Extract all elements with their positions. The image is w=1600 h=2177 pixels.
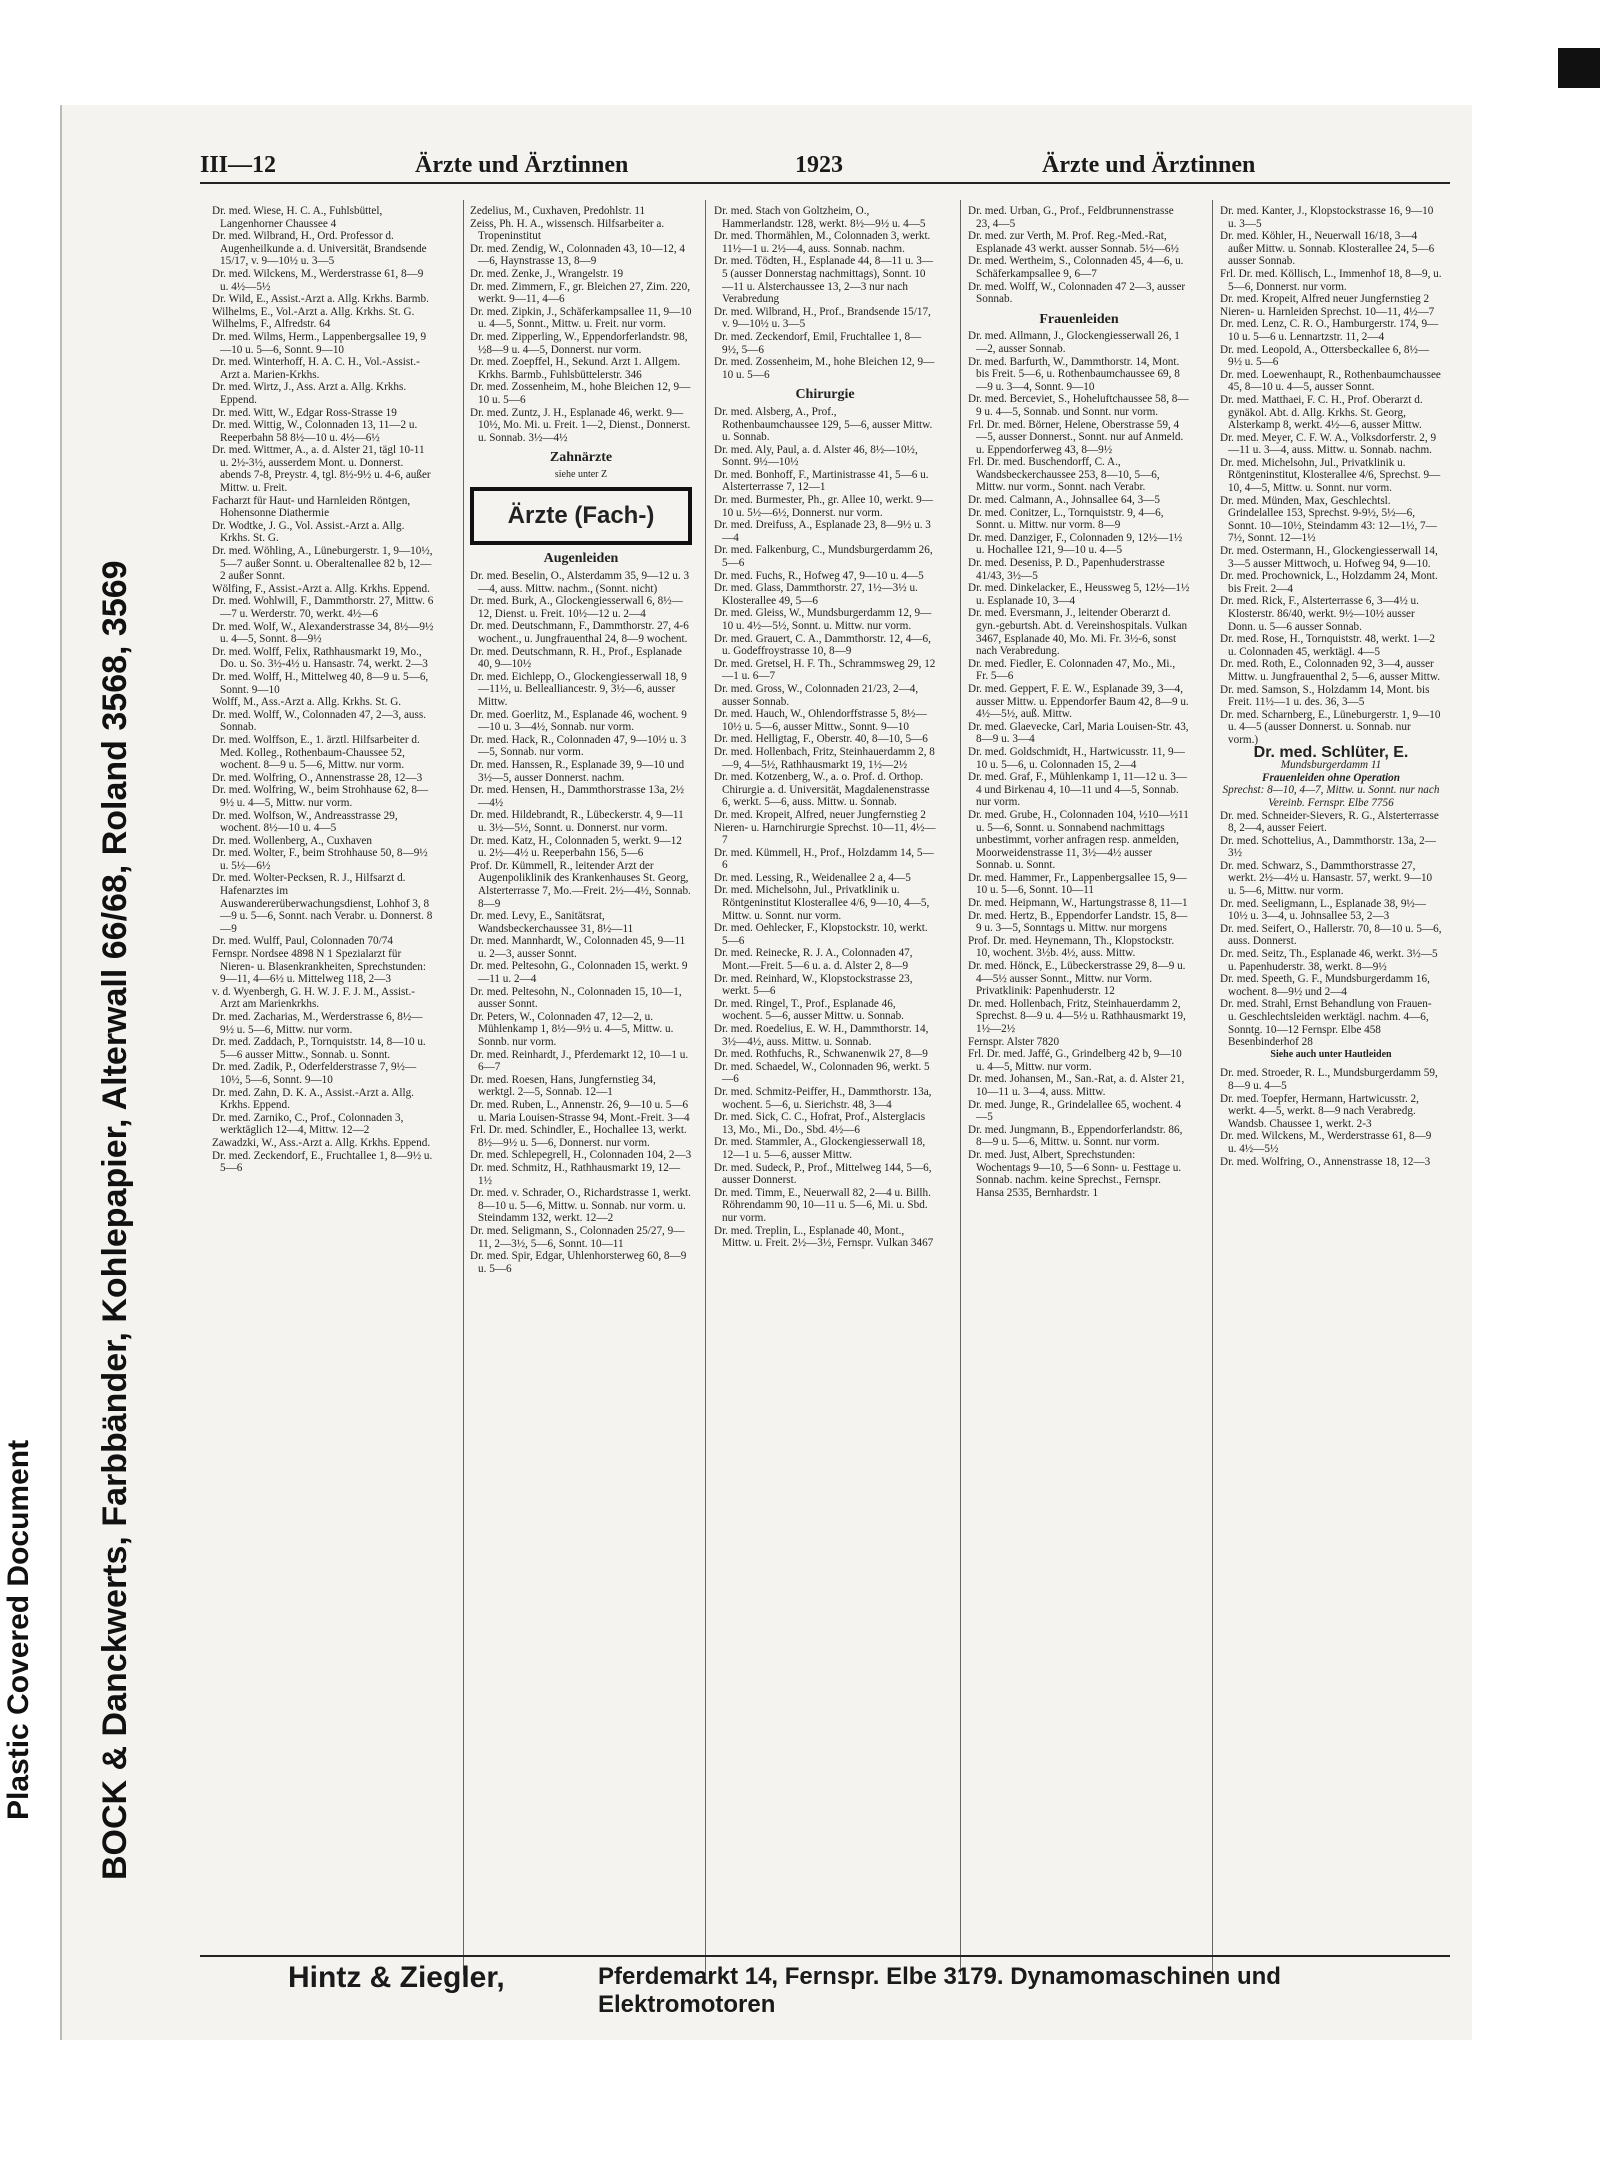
directory-entry: Dr. med. v. Schrader, O., Richardstrasse 1, werkt. 8—10 u. 5—6, Mittw. u. Sonnab. nur vorm. u. Steindamm 132, werkt. 12—2 [470,1187,691,1225]
directory-entry: Dr. med. Tödten, H., Esplanade 44, 8—11 u. 3—5 (ausser Donnerstag nachmittags), Sonnt. 10—11 u. Alsterchaussee 13, 2—3 nur nach Verabredung [714,255,934,306]
directory-entry: Dr. med. Wilckens, M., Werderstrasse 61, 8—9 u. 4½—5½ [1220,1130,1432,1155]
featured-listing-hours: Sprechst: 8—10, 4—7, Mittw. u. Sonnt. nur nach Vereinb. Fernspr. Elbe 7756 [1222,784,1440,809]
directory-entry: Zeiss, Ph. H. A., wissensch. Hilfsarbeiter a. Tropeninstitut [470,217,665,243]
directory-entry: Zedelius, M., Cuxhaven, Predohlstr. 11 [470,205,646,217]
page-header [200,150,1450,184]
directory-entry: Dr. med. Fiedler, E. Colonnaden 47, Mo., Mi., Fr. 5—6 [968,657,1176,683]
directory-entry: Dr. med. Michelsohn, Jul., Privatklinik u. Röntgeninstitut, Klosterallee 4/6, Sprechst. 9—10, 4—5, Mittw. u. Sonnt. nur vorm. [1220,456,1441,495]
directory-entry: Dr. med. Oehlecker, F., Klopstockstr. 10, werkt. 5—6 [714,922,928,947]
section-heading: Chirurgie [795,387,855,403]
directory-entry: Dr. med. Wollenberg, A., Cuxhaven [212,834,372,847]
directory-entry: Dr. med. Hollenbach, Fritz, Steinhauerdamm 2, 8—9, 4—5½, Rathhausmarkt 19, 1½—2½ [714,745,935,771]
directory-entry: Frl. Dr. med. Schindler, E., Hochallee 13, werkt. 8½—9½ u. 5—6, Donnerst. nur vorm. [470,1124,687,1149]
directory-entry: Dr. Wild, E., Assist.-Arzt a. Allg. Krkhs. Barmb. [212,293,429,306]
column-rule [463,200,464,1975]
directory-entry: Dr. med. Falkenburg, C., Mundsburgerdamm 26, 5—6 [714,544,933,570]
directory-entry: Dr. med. Wilms, Herm., Lappenbergsallee 19, 9—10 u. 5—6, Sonnt. 9—10 [212,330,427,356]
directory-entry: Dr. med. Wirtz, J., Ass. Arzt a. Allg. Krkhs. Eppend. [212,381,407,406]
footer-text: Pferdemarkt 14, Fernspr. Elbe 3179. Dynamomaschinen und Elektromotoren [598,1963,1281,2018]
directory-entry: Dr. med. Schwarz, S., Dammthorstrasse 27, werkt. 2½—4½ u. Hansastr. 57, werkt. 9—10 u. 5—6, Mittw. nur vorm. [1220,859,1433,898]
directory-entry: Dr. med. Katz, H., Colonnaden 5, werkt. 9—12 u. 2½—4½ u. Reeperbahn 156, 5—6 [470,834,682,860]
directory-entry: Fernspr. Alster 7820 [968,1035,1060,1048]
section-subheading: siehe unter Z [554,468,608,480]
directory-entry: Dr. med. Leopold, A., Ottersbeckallee 6, 8½—9½ u. 5—6 [1220,343,1430,369]
directory-entry: Dr. med. Wolff, Felix, Rathhausmarkt 19, Mo., Do. u. So. 3½-4½ u. Hansastr. 74, werkt. 2—3 [212,645,428,671]
directory-entry: Dr. med. Zendig, W., Colonnaden 43, 10—12, 4—6, Haynstrasse 13, 8—9 [470,242,686,268]
directory-entry: Dr. med. Aly, Paul, a. d. Alster 46, 8½—10½, Sonnt. 9½—10½ [714,443,918,469]
directory-entry: Dr. med. Lenz, C. R. O., Hamburgerstr. 174, 9—10 u. 5—6 u. Lennartzstr. 11, 2—4 [1220,318,1439,343]
directory-entry: Dr. med. Wertheim, S., Colonnaden 45, 4—6, u. Schäferkampsallee 9, 6—7 [968,255,1184,280]
directory-entry: Dr. med. Bonhoff, F., Martinistrasse 41, 5—6 u. Alsterterrasse 7, 12—1 [714,468,929,494]
directory-entry: Dr. med. Goerlitz, M., Esplanade 46, wochent. 9—10 u. 3—4½, Sonnab. nur vorm. [470,708,687,734]
directory-entry: Dr. med. Strahl, Ernst Behandlung von Frauen- u. Geschlechtsleiden werktägl. nachm. 4—6, Sonntg. 10—12 Fernspr. Elbe 458 Besenbinderhof 28 [1220,998,1432,1049]
directory-entry: Dr. med. Zossenheim, M., hohe Bleichen 12, 9—10 u. 5—6 [470,381,691,406]
directory-entry: Dr. med. Schmitz, H., Rathhausmarkt 19, 12—1½ [470,1161,681,1187]
box-heading-fachaerzte: Ärzte (Fach-) [470,487,692,545]
featured-listing-specialty: Frauenleiden ohne Operation [1262,771,1400,784]
directory-entry: Dr. med. Münden, Max, Geschlechtsl. Grindelallee 153, Sprechst. 9-9½, 5½—6, Sonnt. 10—10½, Steindamm 43: 12—1½, 7—7½, Sonnt. 12—1½ [1220,494,1437,545]
directory-entry: Dr. med. Zossenheim, M., hohe Bleichen 12, 9—10 u. 5—6 [714,356,935,381]
directory-entry: Prof. Dr. med. Heynemann, Th., Klopstockstr. 10, wochent. 3½b. 4½, auss. Mittw. [968,934,1175,960]
directory-entry: Dr. med. Eichlepp, O., Glockengiesserwall 18, 9—11½, u. Bellealliancestr. 9, 3½—6, ausser Mittw. [470,670,687,708]
directory-entry: Wolff, M., Ass.-Arzt a. Allg. Krkhs. St. G. [212,696,402,709]
directory-entry: Dr. med. Junge, R., Grindelallee 65, wochent. 4—5 [968,1098,1182,1124]
directory-entry: Dr. med. Zenke, J., Wrangelstr. 19 [470,267,624,280]
directory-entry: Dr. med. Ringel, T., Prof., Esplanade 46, wochent. 5—6, ausser Mittw. u. Sonnab. [714,997,904,1023]
directory-entry: Dr. med. Speeth, G. F., Mundsburgerdamm 16, wochent. 8—9½ und 2—4 [1220,973,1430,998]
directory-entry: Dr. med. Deutschmann, R. H., Prof., Esplanade 40, 9—10½ [470,645,682,671]
directory-entry: Dr. med. Hertz, B., Eppendorfer Landstr. 15, 8—9 u. 3—5, Sonntags u. Mittw. nur morgens [968,909,1188,935]
directory-entry: Dr. med. Hauch, W., Ohlendorffstrasse 5, 8½—10½ u. 5—6, ausser Mittw., Sonnt. 9—10 [714,708,927,733]
directory-entry: Dr. med. Hammer, Fr., Lappenbergsallee 15, 9—10 u. 5—6, Sonnt. 10—11 [968,871,1187,897]
directory-entry: Dr. med. Helligtag, F., Oberstr. 40, 8—10, 5—6 [714,733,928,746]
directory-entry: Dr. med. Wöhling, A., Lüneburgerstr. 1, 9—10½, 5—7 außer Sonnt. u. Oberaltenallee 82 b, 12—2 außer Sonnt. [212,545,433,583]
column-rule [960,200,961,1975]
directory-entry: Dr. med. Jungmann, B., Eppendorferlandstr. 86, 8—9 u. 5—6, Mittw. u. Sonnt. nur vorm. [968,1123,1183,1149]
scan-margin [0,0,40,2177]
directory-entry: Dr. med. Graf, F., Mühlenkamp 1, 11—12 u. 3—4 und Birkenau 4, 10—11 und 4—5, Sonnab. nur vorm. [968,771,1187,809]
column-1 [212,205,434,1950]
directory-entry: Dr. med. Wolfring, O., Annenstrasse 28, 12—3 [212,771,423,784]
header-year: 1923 [795,152,843,178]
directory-entry: Dr. Peters, W., Colonnaden 47, 12—2, u. Mühlenkamp 1, 8½—9½ u. 4—5, Mittw. u. Sonnb. nur vorm. [470,1010,674,1049]
directory-entry: Dr. med. Zacharias, M., Werderstrasse 6, 8½—9½ u. 5—6, Mittw. nur vorm. [212,1011,423,1036]
directory-entry: Dr. med. Zuntz, J. H., Esplanade 46, werkt. 9—10½, Mo. Mi. u. Freit. 1—2, Dienst., Donnerst. u. Sonnab. 3½—4½ [470,406,691,444]
column-4 [968,205,1190,1950]
directory-entry: Dr. med. Beselin, O., Alsterdamm 35, 9—12 u. 3—4, auss. Mittw. nachm., (Sonnt. nicht) [470,570,690,595]
directory-entry: Dr. med. Kropeit, Alfred neuer Jungfernstieg 2 [1220,293,1430,306]
directory-entry: Dr. med. Wilbrand, H., Ord. Professor d. Augenheilkunde a. d. Universität, Brandsende 15/17, v. 9—10½ u. 3—5 [212,230,427,268]
directory-entry: Dr. med. Fuchs, R., Hofweg 47, 9—10 u. 4—5 [714,569,924,582]
directory-entry: Prof. Dr. Kümmell, R., leitender Arzt der Augenpoliklinik des Krankenhauses St. Georg, Alsterterrasse 7, Mo.—Freit. 2½—4½, Sonnab. 8—9 [470,859,691,910]
binder-tab [1558,48,1600,88]
featured-listing-address: Mundsburgerdamm 11 [1280,759,1382,772]
directory-entry: Dr. Wodtke, J. G., Vol. Assist.-Arzt a. Allg. Krkhs. St. G. [212,519,405,545]
directory-entry: Dr. med. Zimmern, F., gr. Bleichen 27, Zim. 220, werkt. 9—11, 4—6 [470,280,691,306]
directory-entry: Dr. med. Grube, H., Colonnaden 104, ½10—½11 u. 5—6, Sonnt. u. Sonnabend nachmittags unbestimmt, vorher anfragen resp. anmelden, Moorweidenstrasse 11, 3½—4½ ausser Sonnab. u. Sonnt. [968,808,1189,872]
directory-entry: Dr. med. Seifert, O., Hallerstr. 70, 8—10 u. 5—6, auss. Donnerst. [1220,922,1442,948]
directory-entry: Dr. med. Reinhard, W., Klopstockstrasse 23, werkt. 5—6 [714,972,913,998]
directory-entry: Dr. med. Zipperling, W., Eppendorferlandstr. 98, ½8—9 u. 4—5, Donnerst. nur vorm. [470,330,688,356]
cross-reference: Siehe auch unter Hautleiden [1270,1048,1392,1060]
column-rule [1212,200,1213,1975]
directory-entry: Dr. med. Ostermann, H., Glockengiesserwall 14, 3—5 ausser Mittwoch, u. Hofweg 94, 9—10. [1220,545,1438,570]
directory-entry: Dr. med. Winterhoff, H. A. C. H., Vol.-Assist.-Arzt a. Marien-Krkhs. [212,356,420,381]
directory-entry: Dr. med. Sick, C. C., Hofrat, Prof., Alsterglacis 13, Mo., Mi., Do., Sbd. 4½—6 [714,1111,926,1136]
section-heading: Augenleiden [543,551,619,567]
directory-entry: Dr. med. Burmester, Ph., gr. Allee 10, werkt. 9—10 u. 5½—6½, Donnerst. nur vorm. [714,494,933,519]
directory-entry: Dr. med. Dinkelacker, E., Heussweg 5, 12½—1½ u. Esplanade 10, 3—4 [968,582,1190,607]
directory-entry: Dr. med. Geppert, F. E. W., Esplanade 39, 3—4, ausser Mittw. u. Eppendorfer Baum 42, 8—9 u. 4½—5½, auß. Mittw. [968,682,1189,721]
column-rule [705,200,706,1975]
directory-entry: Dr. med. Hildebrandt, R., Lübeckerstr. 4, 9—11 u. 3½—5½, Sonnt. u. Donnerst. nur vorm. [470,809,684,834]
directory-entry: Dr. med. Roedelius, E. W. H., Dammthorstr. 14, 3½—4½, auss. Mittw. u. Sonnab. [714,1023,929,1048]
directory-entry: Dr. med. Prochownick, L., Holzdamm 24, Mont. bis Freit. 2—4 [1220,570,1438,595]
directory-entry: Dr. med. Hack, R., Colonnaden 47, 9—10½ u. 3—5, Sonnab. nur vorm. [470,733,687,759]
directory-entry: Dr. med. Wiese, H. C. A., Fuhlsbüttel, Langenhorner Chaussee 4 [212,205,383,230]
featured-listing-name: Dr. med. Schlüter, E. [1253,743,1409,761]
directory-entry: v. d. Wyenbergh, G. H. W. J. F. J. M., Assist.-Arzt am Marienkrkhs. [212,985,416,1011]
directory-entry: Dr. med. Berceviet, S., Hoheluftchaussee 58, 8—9 u. 4—5, Sonnab. und Sonnt. nur vorm. [968,393,1189,418]
directory-entry: Dr. med. Toepfer, Hermann, Hartwicusstr. 2, werkt. 4—5, werkt. 8—9 nach Verabredg. Wandsb. Chaussee 1, werkt. 2-3 [1220,1092,1419,1130]
directory-entry: Dr. med. Wolffson, E., 1. ärztl. Hilfsarbeiter d. Med. Kolleg., Rothenbaum-Chaussee 52, wochent. 8—9 u. 5—6, Mittw. nur vorm. [212,733,420,772]
directory-entry: Dr. med. Calmann, A., Johnsallee 64, 3—5 [968,494,1161,507]
directory-entry: Dr. med. Stach von Goltzheim, O., Hammerlandstr. 128, werkt. 8½—9½ u. 4—5 [714,205,926,230]
directory-entry: Fernspr. Nordsee 4898 N 1 Spezialarzt für Nieren- u. Blasenkrankheiten, Sprechstunden: 9—11, 4—6½ u. Mittelweg 118, 2—3 [212,948,426,986]
directory-entry: Dr. med. Johansen, M., San.-Rat, a. d. Alster 21, 10—11 u. 3—4, auss. Mittw. [968,1073,1185,1098]
directory-entry: Dr. med. Roth, E., Colonnaden 92, 3—4, ausser Mittw. u. Jungfrauenthal 2, 5—6, ausser Mittw. [1220,658,1441,683]
directory-entry: Dr. med. Zipkin, J., Schäferkampsallee 11, 9—10 u. 4—5, Sonnt., Mittw. u. Freit. nur vorm. [470,305,692,331]
directory-entry: Dr. med. Wolff, W., Colonnaden 47 2—3, ausser Sonnab. [968,280,1186,306]
directory-entry: Dr. med. Sudeck, P., Prof., Mittelweg 144, 5—6, ausser Donnerst. [714,1161,932,1187]
directory-entry: Dr. med. Stroeder, R. L., Mundsburgerdamm 59, 8—9 u. 4—5 [1220,1067,1438,1092]
directory-entry: Dr. med. Gretsel, H. F. Th., Schrammsweg 29, 12—1 u. 6—7 [714,657,936,683]
directory-entry: Dr. med. Reinecke, R. J. A., Colonnaden 47, Mont.—Freit. 5—6 u. a. d. Alster 2, 8—9 [714,947,913,973]
directory-entry: Dr. med. Wolff, W., Colonnaden 47, 2—3, auss. Sonnab. [212,708,427,734]
directory-entry: Dr. med. Reinhardt, J., Pferdemarkt 12, 10—1 u. 6—7 [470,1048,689,1074]
directory-entry: Dr. med. Thormählen, M., Colonnaden 3, werkt. 11½—1 u. 2½—4, auss. Sonnab. nachm. [714,230,931,255]
footer-firm: Hintz & Ziegler, [288,1961,505,1994]
directory-entry: Dr. med. Scharnberg, E., Lüneburgerstr. 1, 9—10 u. 4—5 (ausser Donnerst. u. Sonnab. nur vorm.) [1220,708,1441,746]
directory-entry: Dr. med. Ruben, L., Annenstr. 26, 9—10 u. 5—6 u. Maria Louisen-Strasse 94, Mont.-Freit. 3—4 [470,1099,690,1124]
directory-entry: Dr. med. Witt, W., Edgar Ross-Strasse 19 [212,406,397,419]
directory-entry: Dr. med. Meyer, C. F. W. A., Volksdorferstr. 2, 9—11 u. 3—4, auss. Mittw. u. Sonnab. nachm. [1220,431,1437,457]
directory-entry: Dr. med. Wolf, W., Alexanderstrasse 34, 8½—9½ u. 4—5, Sonnt. 8—9½ [212,620,434,646]
directory-entry: Dr. med. Peltesohn, G., Colonnaden 15, werkt. 9—11 u. 2—4 [470,960,688,986]
directory-entry: Dr. med. Schaedel, W., Colonnaden 96, werkt. 5—6 [714,1060,930,1086]
directory-entry: Wölfing, F., Assist.-Arzt a. Allg. Krkhs. Eppend. [212,582,430,595]
directory-entry: Wilhelms, E., Vol.-Arzt a. Allg. Krkhs. St. G. [212,305,415,318]
directory-entry: Dr. med. Schneider-Sievers, R. G., Alsterterrasse 8, 2—4, ausser Feiert. [1220,809,1439,835]
directory-entry: Dr. med. Grauert, C. A., Dammthorstr. 12, 4—6, u. Godeffroystrasse 10, 8—9 [714,632,931,658]
directory-entry: Dr. med. Dreifuss, A., Esplanade 23, 8—9½ u. 3—4 [714,519,931,544]
directory-entry: Dr. med. Rose, H., Tornquiststr. 48, werkt. 1—2 u. Colonnaden 45, werktägl. 4—5 [1220,633,1435,658]
directory-entry: Nieren- u. Harnchirurgie Sprechst. 10—11, 4½—7 [714,821,936,847]
directory-entry: Dr. med. Burk, A., Glockengiesserwall 6, 8½—12, Dienst. u. Freit. 10½—12 u. 2—4 [470,595,683,620]
directory-entry: Dr. med. Schmitz-Peiffer, H., Dammthorstr. 13a, wochent. 5—6, u. Sierichstr. 48, 3—4 [714,1085,932,1111]
directory-entry: Dr. med. Samson, S., Holzdamm 14, Mont. bis Freit. 11½—1 u. des. 36, 3—5 [1220,683,1430,709]
directory-entry: Dr. med. Barfurth, W., Dammthorstr. 14, Mont. bis Freit. 5—6, u. Rothenbaumchaussee 69, 8—9 u. 3—4, Sonnt. 9—10 [968,355,1180,393]
directory-entry: Dr. med. Spir, Edgar, Uhlenhorsterweg 60, 8—9 u. 5—6 [470,1250,687,1275]
directory-entry: Dr. med. Danziger, F., Colonnaden 9, 12½—1½ u. Hochallee 121, 9—10 u. 4—5 [968,531,1183,557]
document-side-label: Plastic Covered Document [2,1439,35,1820]
directory-entry: Dr. med. Rothfuchs, R., Schwanenwik 27, 8—9 [714,1048,928,1061]
directory-entry: Dr. med. Lessing, R., Weidenallee 2 a, 4—5 [714,871,911,884]
directory-entry: Dr. med. Allmann, J., Glockengiesserwall 26, 1—2, ausser Sonnab. [968,330,1180,355]
directory-entry: Dr. med. Heipmann, W., Hartungstrasse 8, 11—1 [968,897,1188,910]
directory-entry: Dr. med. Glass, Dammthorstr. 27, 1½—3½ u. Klosterallee 49, 5—6 [714,582,918,607]
section-heading: Frauenleiden [1039,311,1119,327]
directory-entry: Dr. med. Zarniko, C., Prof., Colonnaden 3, werktäglich 12—4, Mittw. 12—2 [212,1111,404,1137]
directory-entry: Dr. med. Timm, E., Neuerwall 82, 2—4 u. Billh. Röhrendamm 90, 10—11 u. 5—6, Mi. u. Sbd. nur vorm. [714,1186,931,1224]
directory-entry: Dr. med. Wilckens, M., Werderstrasse 61, 8—9 u. 4½—5½ [212,267,424,293]
directory-entry: Dr. med. Glaevecke, Carl, Maria Louisen-Str. 43, 8—9 u. 3—4 [968,720,1189,746]
directory-entry: Dr. med. Wolff, H., Mittelweg 40, 8—9 u. 5—6, Sonnt. 9—10 [212,670,429,696]
directory-entry: Dr. med. Zadik, P., Oderfelderstrasse 7, 9½—10½, 5—6, Sonnt. 9—10 [212,1061,417,1086]
directory-entry: Dr. med. Wohlwill, F., Dammthorstr. 27, Mittw. 6—7 u. Werderstr. 70, werkt. 4½—6 [212,595,434,620]
directory-entry: Dr. med. zur Verth, M. Prof. Reg.-Med.-Rat, Esplanade 43 werkt. ausser Sonnab. 5½—6½ [968,230,1179,255]
directory-entry: Dr. med. Wolfson, W., Andreasstrasse 29, wochent. 8½—10 u. 4—5 [212,809,398,835]
directory-entry: Dr. med. Kanter, J., Klopstockstrasse 16, 9—10 u. 3—5 [1220,205,1434,230]
directory-entry: Dr. med. Deutschmann, F., Dammthorstr. 27, 4-6 wochent., u. Jungfrauenthal 24, 8—9 wochent. [470,620,689,646]
directory-entry: Dr. med. Schottelius, A., Dammthorstr. 13a, 2—3½ [1220,834,1436,860]
directory-entry: Dr. med. Wulff, Paul, Colonnaden 70/74 [212,935,393,948]
directory-entry: Dr. med. Peltesohn, N., Colonnaden 15, 10—1, ausser Sonnt. [470,985,682,1011]
directory-entry: Dr. med. Matthaei, F. C. H., Prof. Oberarzt d. gynäkol. Abt. d. Allg. Krkhs. St. Georg, Alsterkamp 8, werkt. 4½—6, ausser Mittw. [1220,393,1423,432]
directory-entry: Dr. med. Gleiss, W., Mundsburgerdamm 12, 9—10 u. 4½—5½, Sonnt. u. Mittw. nur vorm. [714,607,932,632]
header-title-left: Ärzte und Ärztinnen [415,152,629,178]
directory-entry: Dr. med. Urban, G., Prof., Feldbrunnenstrasse 23, 4—5 [968,205,1174,230]
vertical-advertisement: BOCK & Danckwerts, Farbbänder, Kohlepapier, Alterwall 66/68, Roland 3568, 3569 [96,560,134,1880]
directory-entry: Dr. med. Eversmann, J., leitender Oberarzt d. gyn.-geburtsh. Abt. d. Vereinshospitals. Vulkan 3467, Esplanade 40, Mo. Mi. Fr. 3½-6, sonst nach Verabredung. [968,607,1188,658]
directory-entry: Dr. med. Michelsohn, Jul., Privatklinik u. Röntgeninstitut Klosterallee 4/6, 9—10, 4—5, Mittw. u. Sonnt. nur vorm. [714,884,930,922]
directory-entry: Dr. med. Rick, F., Alsterterrasse 6, 3—4½ u. Klosterstr. 86/40, werkt. 9½—10½ ausser Donn. u. 5—6 ausser Sonnab. [1220,595,1419,633]
directory-entry: Dr. med. Wolfring, W., beim Strohhause 62, 8—9½ u. 4—5, Mittw. nur vorm. [212,784,429,809]
directory-entry: Nieren- u. Harnleiden Sprechst. 10—11, 4½—7 [1220,305,1435,318]
directory-entry: Dr. med. Levy, E., Sanitätsrat, Wandsbeckerchaussee 31, 8½—11 [470,910,634,935]
column-5 [1220,205,1442,1950]
directory-entry: Dr. med. Mannhardt, W., Colonnaden 45, 9—11 u. 2—3, ausser Sonnt. [470,935,686,960]
directory-entry: Dr. med. Hönck, E., Lübeckerstrasse 29, 8—9 u. 4—5½ ausser Sonnt., Mittw. nur Vorm. Privatklinik: Papenhuderstr. 12 [968,960,1186,998]
directory-entry: Dr. med. Stammler, A., Glockengiesserwall 18, 12—1 u. 5—6, ausser Mittw. [714,1136,926,1161]
directory-entry: Dr. med. Schlepegrell, H., Colonnaden 104, 2—3 [470,1149,692,1162]
directory-entry: Dr. med. Seeligmann, L., Esplanade 38, 9½—10½ u. 3—4, u. Johnsallee 53, 2—3 [1220,897,1426,923]
header-title-right: Ärzte und Ärztinnen [1042,152,1256,178]
directory-entry: Dr. med. Seitz, Th., Esplanade 46, werkt. 3½—5 u. Papenhuderstr. 38, werkt. 8—9½ [1220,948,1438,973]
directory-entry: Dr. med. Alsberg, A., Prof., Rothenbaumchaussee 129, 5—6, ausser Mittw. u. Sonnab. [714,405,933,444]
directory-entry: Dr. med. Just, Albert, Sprechstunden: Wochentags 9—10, 5—6 Sonn- u. Festtage u. Sonnab. nachm. keine Sprechst., Fernspr. Hansa 2535, Bernhardstr. 1 [968,1148,1182,1199]
directory-entry: Dr. med. Kropeit, Alfred, neuer Jungfernstieg 2 [714,808,926,821]
column-2 [470,205,692,1950]
directory-entry: Dr. med. Wilbrand, H., Prof., Brandsende 15/17, v. 9—10½ u. 3—5 [714,305,931,331]
section-heading: Zahnärzte [549,450,613,466]
directory-entry: Dr. med. Wolfring, O., Annenstrasse 18, 12—3 [1220,1155,1431,1168]
directory-entry: Wilhelms, F., Alfredstr. 64 [212,318,331,331]
directory-entry: Dr. med. Conitzer, L., Tornquiststr. 9, 4—6, Sonnt. u. Mittw. nur vorm. 8—9 [968,506,1164,532]
directory-entry: Dr. med. Wolter, F., beim Strohhause 50, 8—9½ u. 5½—6½ [212,847,428,872]
directory-entry: Dr. med. Zeckendorf, Emil, Fruchtallee 1, 8—9½, 5—6 [714,330,922,356]
directory-entry: Dr. med. Hollenbach, Fritz, Steinhauerdamm 2, Sprechst. 8—9 u. 4—5½ u. Rathhausmarkt 19, 1½—2½ [968,997,1186,1035]
directory-entry: Zawadzki, W., Ass.-Arzt a. Allg. Krkhs. Eppend. [212,1136,431,1149]
directory-entry: Dr. med. Goldschmidt, H., Hartwicusstr. 11, 9—10 u. 5—6, u. Colonnaden 15, 2—4 [968,745,1185,771]
directory-entry: Dr. med. Roesen, Hans, Jungfernstieg 34, werktgl. 2—5, Sonnab. 12—1 [470,1073,656,1099]
directory-entry: Dr. med. Zaddach, P., Tornquiststr. 14, 8—10 u. 5—6 ausser Mittw., Sonnab. u. Sonnt. [212,1036,426,1061]
directory-entry: Dr. med. Hanssen, R., Esplanade 39, 9—10 und 3½—5, ausser Donnerst. nachm. [470,758,685,784]
directory-entry: Frl. Dr. med. Buschendorff, C. A., Wandsbeckerchaussee 253, 8—10, 5—6, Mittw. nur vorm., Sonnt. nach Verabr. [968,456,1160,494]
directory-entry: Dr. med. Loewenhaupt, R., Rothenbaumchaussee 45, 8—10 u. 4—5, ausser Sonnt. [1220,368,1441,394]
directory-entry: Dr. med. Zoepffel, H., Sekund. Arzt 1. Allgem. Krkhs. Barmb., Fuhlsbüttelerstr. 346 [470,356,681,381]
directory-entry: Dr. med. Wolter-Pecksen, R. J., Hilfsarzt d. Hafenarztes im Auswandererüberwachungsdienst, Lohhof 3, 8—9 u. 5—6, Sonnt. nach Verabr. u. Donnerst. 8—9 [212,872,433,935]
directory-entry: Dr. med. Kümmell, H., Prof., Holzdamm 14, 5—6 [714,846,934,872]
directory-entry: Frl. Dr. med. Börner, Helene, Oberstrasse 59, 4—5, ausser Donnerst., Sonnt. nur auf Anmeld. u. Eppendorferweg 43, 8—9½ [968,418,1184,456]
directory-entry: Dr. med. Gross, W., Colonnaden 21/23, 2—4, ausser Sonnab. [714,682,919,708]
directory-entry: Dr. med. Deseniss, P. D., Papenhuderstrasse 41/43, 3½—5 [968,557,1165,582]
directory-entry: Frl. Dr. med. Köllisch, L., Immenhof 18, 8—9, u. 5—6, Donnerst. nur vorm. [1220,267,1442,293]
column-3 [714,205,936,1950]
directory-entry: Dr. med. Wittig, W., Colonnaden 13, 11—2 u. Reeperbahn 58 8½—10 u. 4½—6½ [212,419,418,444]
directory-entry: Dr. med. Köhler, H., Neuerwall 16/18, 3—4 außer Mittw. u. Sonnab. Klosterallee 24, 5—6 ausser Sonnab. [1220,230,1435,268]
directory-entry: Facharzt für Haut- und Harnleiden Röntgen, Hohensonne Diathermie [212,494,411,520]
directory-entry: Dr. med. Wittmer, A., a. d. Alster 21, tägl 10-11 u. 2½-3½, ausserdem Mont. u. Donnerst. abends 7-8, Preystr. 4, tgl. 8½-9½ u. 4-6, außer Mittw. u. Freit. [212,444,431,495]
directory-entry: Dr. med. Seligmann, S., Colonnaden 25/27, 9—11, 2—3½, 5—6, Sonnt. 10—11 [470,1224,685,1250]
directory-entry: Frl. Dr. med. Jaffé, G., Grindelberg 42 b, 9—10 u. 4—5, Mittw. nur vorm. [968,1048,1182,1073]
directory-entry: Dr. med. Zeckendorf, E., Fruchtallee 1, 8—9½ u. 5—6 [212,1149,433,1175]
directory-entry: Dr. med. Hensen, H., Dammthorstrasse 13a, 2½—4½ [470,784,685,809]
page-number: III—12 [200,152,277,178]
directory-entry: Dr. med. Treplin, L., Esplanade 40, Mont., Mittw. u. Freit. 2½—3½, Fernspr. Vulkan 3467 [714,1224,934,1250]
directory-entry: Dr. med. Kotzenberg, W., a. o. Prof. d. Orthop. Chirurgie a. d. Universität, Magdalenenstrasse 6, werkt. 5—6, auss. Mittw. u. Sonnab. [714,771,930,809]
directory-entry: Dr. med. Zahn, D. K. A., Assist.-Arzt a. Allg. Krkhs. Eppend. [212,1086,414,1112]
footer-advertisement [200,1955,1450,2018]
